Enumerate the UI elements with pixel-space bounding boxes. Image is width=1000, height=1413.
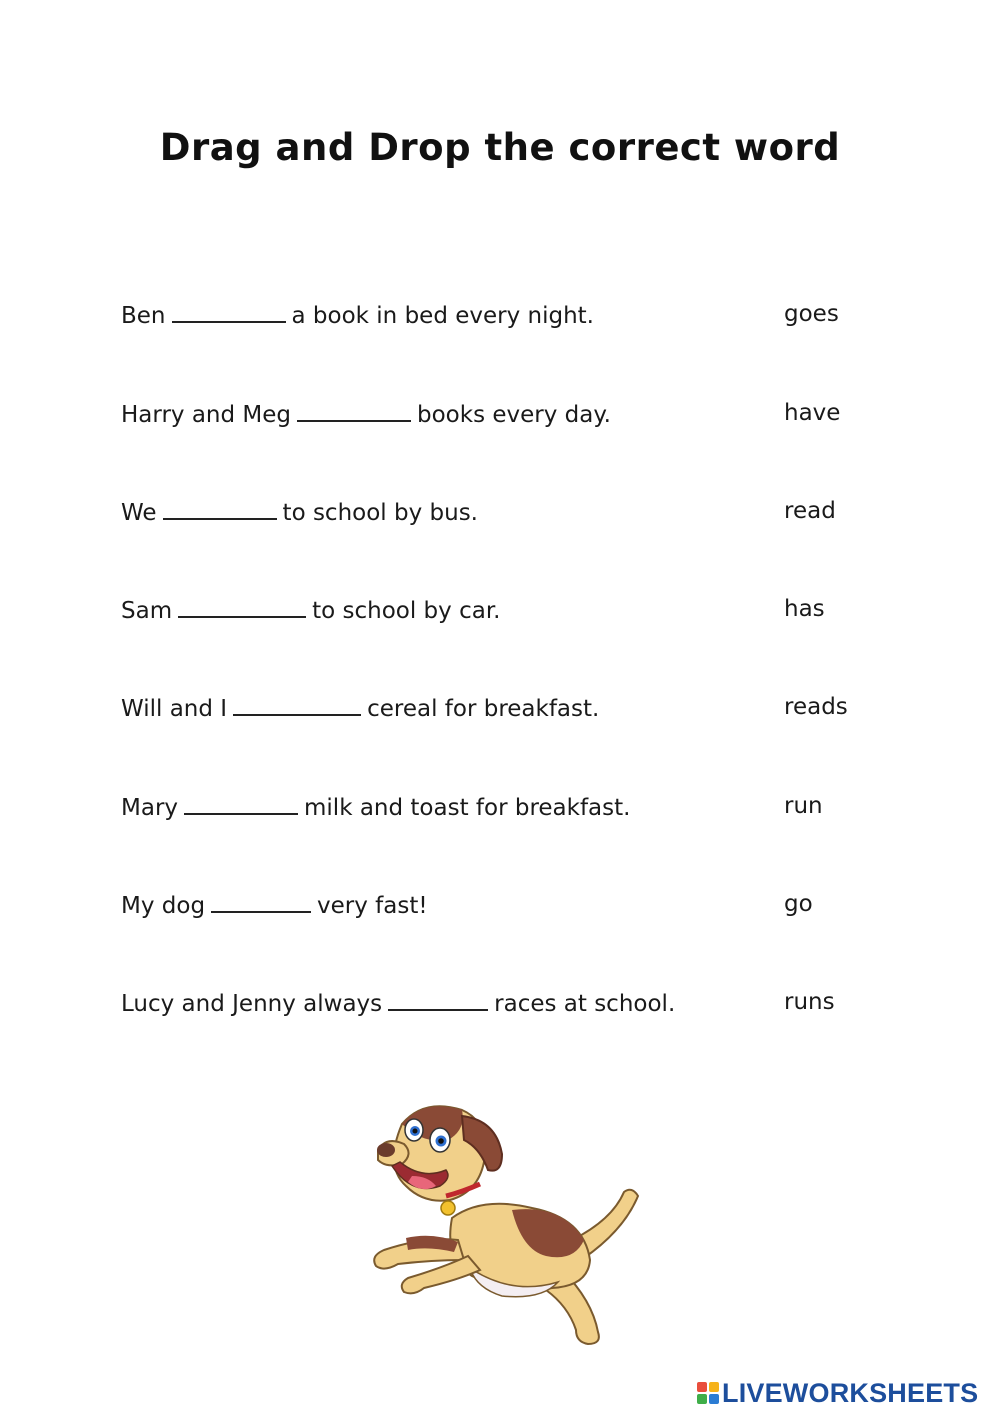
sentence-7 (121, 891, 428, 919)
drop-blank-2[interactable] (297, 400, 411, 422)
sentence-start: Harry and Meg (121, 402, 291, 428)
sentence-end: milk and toast for breakfast. (304, 795, 631, 821)
drop-blank-8[interactable] (388, 989, 488, 1011)
sentence-start: Mary (121, 795, 179, 821)
sentence-3 (121, 498, 478, 526)
word-option-reads[interactable]: reads (784, 694, 848, 720)
sentence-start: Will and I (121, 696, 228, 722)
sentence-end: cereal for breakfast. (367, 696, 600, 722)
word-option-runs[interactable]: runs (784, 989, 835, 1015)
sentence-6 (121, 793, 630, 821)
sentence-end: to school by bus. (282, 500, 478, 526)
logo-text: LIVEWORKSHEETS (722, 1377, 979, 1408)
logo-square (709, 1394, 719, 1404)
sentence-5 (121, 694, 599, 722)
word-option-read[interactable]: read (784, 498, 836, 524)
sentence-8 (121, 989, 675, 1017)
logo-mark-icon (697, 1382, 719, 1404)
sentence-1 (121, 301, 594, 329)
sentence-start: My dog (121, 893, 206, 919)
drop-blank-5[interactable] (233, 694, 361, 716)
logo-square (697, 1382, 707, 1392)
sentence-end: very fast! (317, 893, 428, 919)
drop-blank-4[interactable] (178, 596, 306, 618)
word-option-goes[interactable]: goes (784, 301, 839, 327)
word-option-have[interactable]: have (784, 400, 841, 426)
liveworksheets-logo (697, 1376, 978, 1410)
sentence-start: Lucy and Jenny always (121, 991, 383, 1017)
sentence-2 (121, 400, 611, 428)
sentence-4 (121, 596, 500, 624)
sentence-start: We (121, 500, 157, 526)
drop-blank-7[interactable] (211, 891, 311, 913)
sentence-end: books every day. (417, 402, 611, 428)
sentence-start: Sam (121, 598, 173, 624)
dog-illustration (362, 1100, 652, 1348)
drop-blank-6[interactable] (184, 793, 298, 815)
word-option-run[interactable]: run (784, 793, 823, 819)
drop-blank-3[interactable] (163, 498, 277, 520)
page-title: Drag and Drop the correct word (159, 126, 841, 169)
drop-blank-1[interactable] (172, 301, 286, 323)
logo-square (697, 1394, 707, 1404)
logo-square (709, 1382, 719, 1392)
word-option-has[interactable]: has (784, 596, 825, 622)
sentence-start: Ben (121, 303, 166, 329)
word-option-go[interactable]: go (784, 891, 813, 917)
sentence-end: to school by car. (312, 598, 501, 624)
sentence-end: a book in bed every night. (291, 303, 594, 329)
sentence-end: races at school. (494, 991, 676, 1017)
